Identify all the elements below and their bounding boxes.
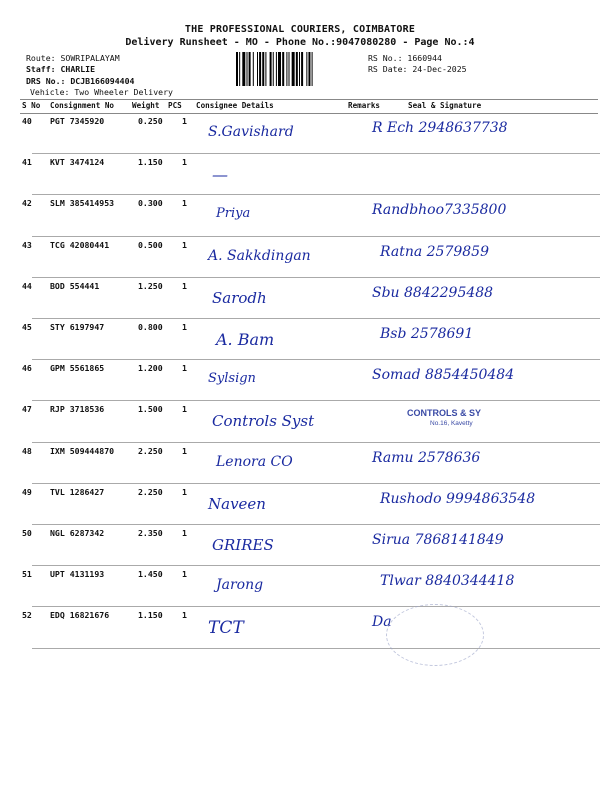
row-weight: 1.250	[138, 280, 163, 291]
row-consignee-signature: A. Bam	[216, 330, 275, 349]
row-consignee-signature: Sarodh	[212, 288, 267, 307]
row-weight: 2.250	[138, 486, 163, 497]
row-pcs: 1	[182, 322, 187, 332]
row-sno: 46	[22, 363, 32, 374]
row-consignee-signature: GRIRES	[212, 536, 274, 554]
col-seal: Seal & Signature	[408, 101, 482, 110]
row-weight: 2.250	[138, 445, 163, 456]
row-consignment: EDQ 16821676	[50, 610, 110, 621]
rs-date: RS Date: 24-Dec-2025	[368, 64, 467, 74]
col-pcs: PCS	[168, 101, 182, 110]
row-consignee-signature: Naveen	[208, 494, 266, 513]
row-consignment: KVT 3474124	[50, 157, 105, 168]
row-consignee-signature: Sylsign	[208, 371, 256, 387]
row-weight: 0.800	[138, 322, 163, 332]
row-recipient-signature: Da	[372, 614, 392, 631]
row-divider	[32, 400, 600, 401]
row-weight: 1.200	[138, 363, 163, 374]
row-sno: 42	[22, 198, 32, 209]
row-consignee-signature: Jarong	[216, 577, 264, 594]
row-recipient-signature: Sbu 8842295488	[372, 284, 494, 301]
row-weight: 1.150	[138, 610, 163, 621]
barcode-image	[236, 52, 362, 86]
row-recipient-signature: Sirua 7868141849	[372, 532, 504, 548]
table-header	[20, 99, 598, 114]
row-consignment: TVL 1286427	[50, 486, 105, 497]
row-divider	[32, 194, 600, 195]
col-weight: Weight	[132, 101, 160, 110]
col-consignee: Consignee Details	[196, 101, 274, 110]
row-pcs: 1	[182, 486, 187, 497]
row-consignment: NGL 6287342	[50, 528, 105, 538]
row-sno: 45	[22, 322, 32, 332]
row-consignee-signature: S.Gavishard	[208, 124, 294, 140]
row-sno: 44	[22, 280, 32, 291]
col-sno: S No	[22, 101, 41, 110]
row-divider	[32, 483, 600, 484]
row-sno: 41	[22, 157, 32, 168]
row-sno: 50	[22, 528, 32, 538]
row-recipient-signature: R Ech 2948637738	[372, 120, 508, 136]
row-divider	[32, 318, 600, 319]
row-consignment: BOD 554441	[50, 280, 100, 291]
row-divider	[32, 442, 600, 443]
row-pcs: 1	[182, 569, 187, 580]
row-divider	[32, 277, 600, 278]
row-divider	[32, 153, 600, 154]
row-pcs: 1	[182, 445, 187, 456]
row-consignment: PGT 7345920	[50, 116, 105, 126]
row-recipient-signature: Ratna 2579859	[380, 243, 489, 260]
row-divider	[32, 565, 600, 566]
row-recipient-signature: Rushodo 9994863548	[380, 490, 536, 507]
seal-circle	[386, 604, 484, 666]
route-info: Route: SOWRIPALAYAM	[26, 53, 120, 63]
row-consignee-signature: A. Sakkdingan	[208, 247, 311, 264]
drs-info: DRS No.: DCJB166094404	[26, 76, 135, 86]
row-weight: 1.150	[138, 157, 163, 168]
row-weight: 1.500	[138, 404, 163, 415]
row-weight: 2.350	[138, 528, 163, 538]
row-consignee-signature: Controls Syst	[212, 412, 315, 431]
row-sno: 48	[22, 445, 32, 456]
col-consignment: Consignment No	[50, 101, 115, 110]
row-pcs: 1	[182, 280, 187, 291]
company-stamp-address: No.16, Kavetty	[430, 420, 473, 427]
col-remarks: Remarks	[348, 101, 381, 110]
document-subtitle: Delivery Runsheet - MO - Phone No.:9047080280 - Page No.:4	[125, 37, 475, 48]
row-recipient-signature: Somad 8854450484	[372, 367, 515, 384]
row-recipient-signature: Ramu 2578636	[372, 449, 481, 466]
document-title: THE PROFESSIONAL COURIERS, COIMBATORE	[184, 24, 416, 35]
row-weight: 0.500	[138, 239, 163, 250]
row-consignee-signature: —	[212, 165, 228, 185]
row-consignment: RJP 3718536	[50, 404, 105, 415]
row-pcs: 1	[182, 157, 187, 168]
row-pcs: 1	[182, 528, 187, 538]
row-pcs: 1	[182, 363, 187, 374]
row-consignment: IXM 509444870	[50, 445, 115, 456]
row-sno: 51	[22, 569, 32, 580]
row-divider	[32, 359, 600, 360]
row-sno: 40	[22, 116, 32, 126]
row-consignee-signature: TCT	[208, 618, 244, 639]
row-consignee-signature: Priya	[216, 206, 251, 222]
row-consignment: STY 6197947	[50, 322, 105, 332]
row-consignment: TCG 42080441	[50, 239, 110, 250]
row-consignment: UPT 4131193	[50, 569, 105, 580]
row-consignment: GPM 5561865	[50, 363, 105, 374]
row-weight: 0.300	[138, 198, 163, 209]
row-divider	[32, 524, 600, 525]
row-consignee-signature: Lenora CO	[216, 453, 293, 470]
row-weight: 0.250	[138, 116, 163, 126]
row-pcs: 1	[182, 404, 187, 415]
row-sno: 43	[22, 239, 32, 250]
row-sno: 52	[22, 610, 32, 621]
row-divider	[32, 606, 600, 607]
company-stamp: CONTROLS & SY	[407, 408, 482, 418]
row-sno: 49	[22, 486, 32, 497]
row-recipient-signature: Randbhoo7335800	[372, 202, 507, 219]
row-consignment: SLM 385414953	[50, 198, 115, 209]
row-sno: 47	[22, 404, 32, 415]
row-recipient-signature: Tlwar 8840344418	[380, 573, 515, 590]
row-weight: 1.450	[138, 569, 163, 580]
row-divider	[32, 236, 600, 237]
row-pcs: 1	[182, 239, 187, 250]
row-divider	[32, 648, 600, 649]
row-pcs: 1	[182, 610, 187, 621]
rs-number: RS No.: 1660944	[368, 53, 442, 63]
row-pcs: 1	[182, 198, 187, 209]
row-recipient-signature: Bsb 2578691	[380, 326, 474, 342]
staff-info: Staff: CHARLIE	[26, 64, 96, 74]
row-pcs: 1	[182, 116, 187, 126]
vehicle-info: Vehicle: Two Wheeler Delivery	[30, 87, 173, 97]
